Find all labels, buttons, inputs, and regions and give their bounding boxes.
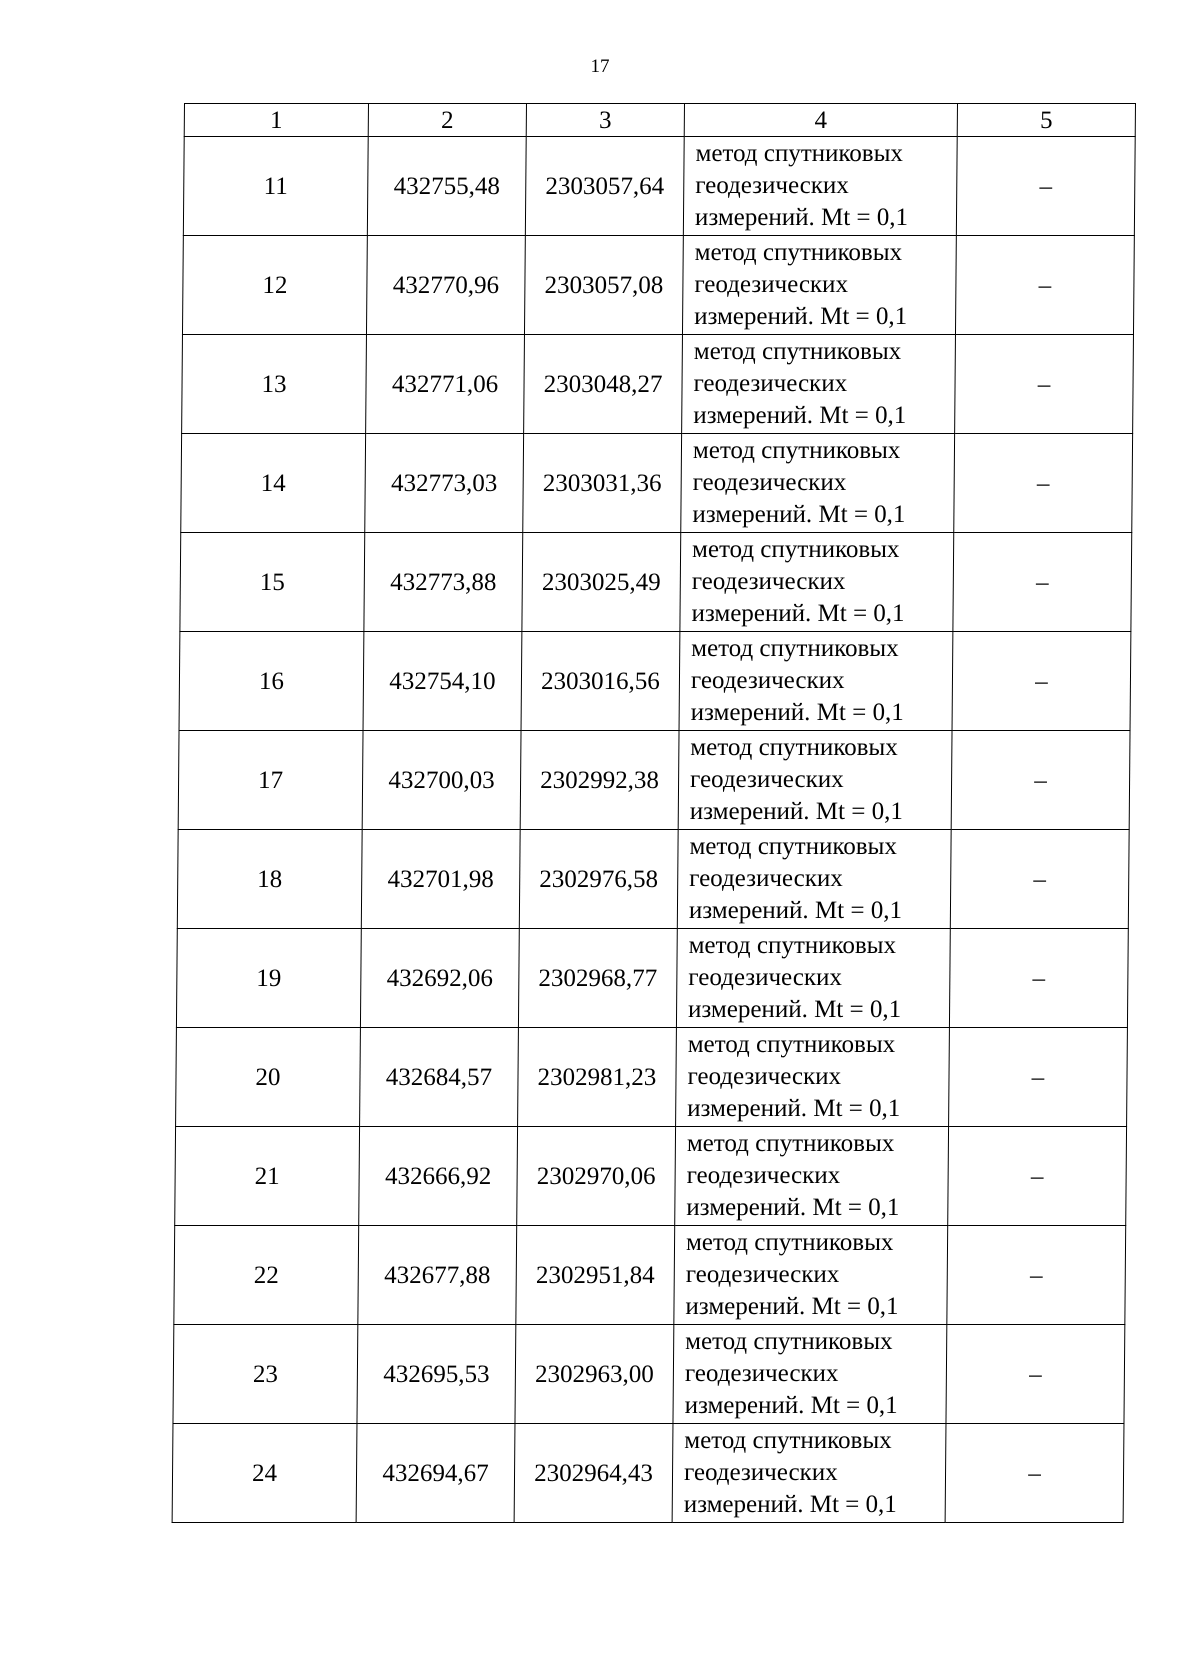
coordinates-table	[172, 103, 1136, 1523]
x-coordinate-cell: 432754,10	[363, 632, 522, 731]
point-number-cell: 15	[180, 533, 365, 632]
method-cell: метод спутниковых геодезических измерений. Mt = 0,1	[678, 731, 952, 830]
table-row	[178, 731, 1130, 830]
note-cell: –	[954, 434, 1133, 533]
y-coordinate-cell: 2302963,00	[515, 1325, 674, 1424]
y-coordinate-cell: 2303057,64	[525, 137, 684, 236]
y-coordinate-cell: 2302964,43	[514, 1424, 673, 1523]
table-row	[180, 533, 1132, 632]
method-cell: метод спутниковых геодезических измерений. Mt = 0,1	[673, 1325, 947, 1424]
point-number-cell: 16	[179, 632, 364, 731]
note-cell: –	[948, 1127, 1127, 1226]
method-cell: метод спутниковых геодезических измерений. Mt = 0,1	[680, 533, 954, 632]
column-header-2: 2	[368, 104, 526, 137]
note-cell: –	[949, 929, 1128, 1028]
table-row	[182, 335, 1134, 434]
method-cell: метод спутниковых геодезических измерений. Mt = 0,1	[681, 434, 955, 533]
table-row	[182, 236, 1134, 335]
point-number-cell: 14	[181, 434, 366, 533]
table-row	[176, 929, 1128, 1028]
y-coordinate-cell: 2303057,08	[524, 236, 683, 335]
table-row	[177, 830, 1129, 929]
point-number-cell: 11	[183, 137, 368, 236]
y-coordinate-cell: 2302970,06	[517, 1127, 676, 1226]
y-coordinate-cell: 2303031,36	[523, 434, 682, 533]
table-row	[173, 1325, 1125, 1424]
method-cell: метод спутниковых геодезических измерений. Mt = 0,1	[675, 1127, 949, 1226]
method-cell: метод спутниковых геодезических измерений. Mt = 0,1	[677, 830, 951, 929]
point-number-cell: 17	[178, 731, 363, 830]
note-cell: –	[951, 731, 1130, 830]
table-row	[172, 1424, 1124, 1523]
method-cell: метод спутниковых геодезических измерений. Mt = 0,1	[672, 1424, 946, 1523]
page-number: 17	[590, 56, 610, 77]
column-header-5: 5	[957, 104, 1135, 137]
y-coordinate-cell: 2302981,23	[518, 1028, 677, 1127]
method-cell: метод спутниковых геодезических измерений. Mt = 0,1	[682, 335, 956, 434]
table-row	[174, 1226, 1126, 1325]
method-cell: метод спутниковых геодезических измерений. Mt = 0,1	[676, 1028, 950, 1127]
method-cell: метод спутниковых геодезических измерений. Mt = 0,1	[683, 137, 957, 236]
y-coordinate-cell: 2302976,58	[519, 830, 678, 929]
column-header-1: 1	[184, 104, 368, 137]
table-row	[183, 137, 1135, 236]
method-cell: метод спутниковых геодезических измерений. Mt = 0,1	[674, 1226, 948, 1325]
note-cell: –	[950, 830, 1129, 929]
x-coordinate-cell: 432701,98	[361, 830, 520, 929]
x-coordinate-cell: 432773,88	[364, 533, 523, 632]
x-coordinate-cell: 432666,92	[359, 1127, 518, 1226]
point-number-cell: 21	[175, 1127, 360, 1226]
table-header-row	[184, 104, 1135, 137]
y-coordinate-cell: 2303016,56	[521, 632, 680, 731]
method-cell: метод спутниковых геодезических измерений. Mt = 0,1	[676, 929, 950, 1028]
point-number-cell: 20	[176, 1028, 361, 1127]
point-number-cell: 12	[182, 236, 367, 335]
point-number-cell: 19	[176, 929, 361, 1028]
y-coordinate-cell: 2303025,49	[522, 533, 681, 632]
note-cell: –	[952, 632, 1131, 731]
x-coordinate-cell: 432684,57	[360, 1028, 519, 1127]
table-row	[181, 434, 1133, 533]
x-coordinate-cell: 432677,88	[358, 1226, 517, 1325]
table-row	[179, 632, 1131, 731]
y-coordinate-cell: 2302951,84	[516, 1226, 675, 1325]
table-row	[176, 1028, 1128, 1127]
point-number-cell: 22	[174, 1226, 359, 1325]
point-number-cell: 18	[177, 830, 362, 929]
x-coordinate-cell: 432692,06	[360, 929, 519, 1028]
note-cell: –	[949, 1028, 1128, 1127]
note-cell: –	[945, 1424, 1124, 1523]
y-coordinate-cell: 2302968,77	[518, 929, 677, 1028]
point-number-cell: 23	[173, 1325, 358, 1424]
note-cell: –	[956, 137, 1135, 236]
note-cell: –	[946, 1325, 1125, 1424]
column-header-4: 4	[684, 104, 957, 137]
method-cell: метод спутниковых геодезических измерений. Mt = 0,1	[679, 632, 953, 731]
note-cell: –	[947, 1226, 1126, 1325]
column-header-3: 3	[526, 104, 684, 137]
x-coordinate-cell: 432771,06	[366, 335, 525, 434]
note-cell: –	[953, 533, 1132, 632]
point-number-cell: 24	[172, 1424, 357, 1523]
method-cell: метод спутниковых геодезических измерений. Mt = 0,1	[682, 236, 956, 335]
x-coordinate-cell: 432755,48	[367, 137, 526, 236]
x-coordinate-cell: 432773,03	[365, 434, 524, 533]
note-cell: –	[955, 335, 1134, 434]
x-coordinate-cell: 432694,67	[356, 1424, 515, 1523]
y-coordinate-cell: 2303048,27	[524, 335, 683, 434]
x-coordinate-cell: 432700,03	[362, 731, 521, 830]
y-coordinate-cell: 2302992,38	[520, 731, 679, 830]
point-number-cell: 13	[182, 335, 367, 434]
x-coordinate-cell: 432695,53	[357, 1325, 516, 1424]
table-row	[175, 1127, 1127, 1226]
x-coordinate-cell: 432770,96	[366, 236, 525, 335]
note-cell: –	[955, 236, 1134, 335]
